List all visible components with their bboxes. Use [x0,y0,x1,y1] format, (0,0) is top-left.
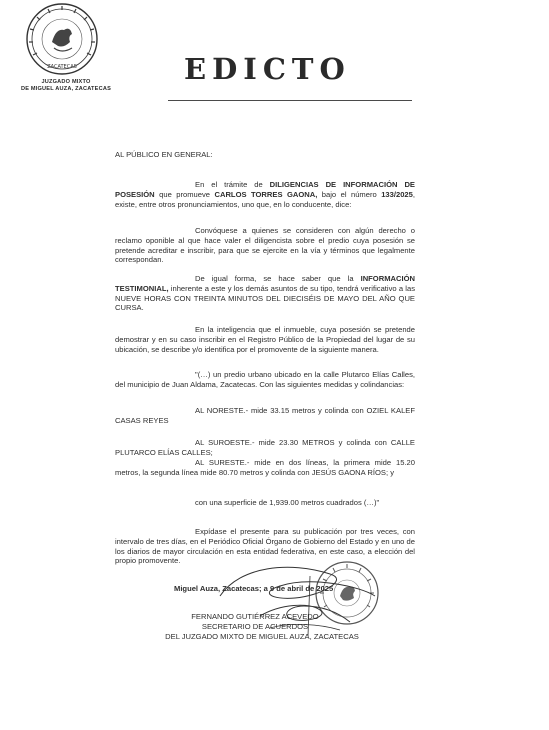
property-area: con una superficie de 1,939.00 metros cuadrados (…)" [195,498,380,507]
testimonial-label: INFORMACIÓN TESTIMONIAL, [115,274,415,293]
promoter-name: CARLOS TORRES GAONA, [214,189,318,199]
svg-text:ZACATECAS: ZACATECAS [47,64,77,70]
title-divider [168,100,412,101]
court-name-line2: DE MIGUEL AUZA, ZACATECAS [20,86,112,92]
court-name-line1: JUZGADO MIXTO [41,79,91,85]
proceeding-type: DILIGENCIAS DE INFORMACIÓN DE POSESIÓN [115,180,415,199]
p3-text-a: De igual forma, se hace saber que la [195,274,361,283]
p1-text-g: , existe, entre otros pronunciamientos, uno que, en lo conducente, dice: [115,189,415,209]
paragraph-convocation: Convóquese a quienes se consideren con algún derecho o reclamo oponible al que hace valer el diligencista sobre el predio cuya posesión se pretende acreditar e inscribir, para que se ejercite en la vía y términos que legalmente correspondan. [115,226,415,265]
boundary-southeast: AL SURESTE.- mide en dos líneas, la primera mide 15.20 metros, la segunda línea mide 80.70 metros y colinda con JESÚS GAONA RÍOS; y [115,458,415,477]
paragraph-property-location: "(…) un predio urbano ubicado en la calle Plutarco Elías Calles, del municipio de Juan Aldama, Zacatecas. Con las siguientes medidas y colindancias: [115,370,415,389]
p1-text-c: que promueve [154,189,215,199]
signer-role: SECRETARIO DE ACUERDOS [201,622,309,631]
paragraph-proceeding [115,180,415,209]
signer-court: DEL JUZGADO MIXTO DE MIGUEL AUZA, ZACATECAS [165,632,359,641]
p3-text-c: inherente a este y los demás asuntos de su tipo, tendrá verificativo a las NUEVE HORAS CON TREINTA MINUTOS DEL DIECISÉIS DE MAYO DEL AÑO QUE CURSA. [115,283,415,313]
court-seal [18,2,106,76]
boundary-southwest: AL SUROESTE.- mide 23.30 METROS y colinda con CALLE PLUTARCO ELÍAS CALLES; [115,438,415,457]
salutation: AL PÚBLICO EN GENERAL: [115,150,213,159]
paragraph-publication: Expídase el presente para su publicación por tres veces, con intervalo de tres días, en el Periódico Oficial Órgano de Gobierno del Estado y en uno de los diarios de mayor circulación en esta entidad federativa, en este caso, a elección del propio promovente. [115,527,415,566]
case-number: 133/2025 [381,189,413,199]
paragraph-testimonial [115,274,415,313]
boundary-northeast: AL NORESTE.- mide 33.15 metros y colinda con OZIEL KALEF CASAS REYES [115,406,415,425]
signer-name: FERNANDO GUTIÉRREZ ACEVEDO [191,612,319,621]
place-and-date: Miguel Auza, Zacatecas; a 9 de abril de 2025 [174,584,334,593]
document-title: EDICTO [184,52,351,86]
p1-text-a: En el trámite de [195,180,270,189]
p1-text-e: bajo el número [317,189,382,199]
paragraph-property-intro: En la inteligencia que el inmueble, cuya posesión se pretende demostrar y en su caso inscribir en el Registro Público de la Propiedad del lugar de su ubicación, se describe y/o identifica por el promovente de la siguiente manera. [115,325,415,354]
